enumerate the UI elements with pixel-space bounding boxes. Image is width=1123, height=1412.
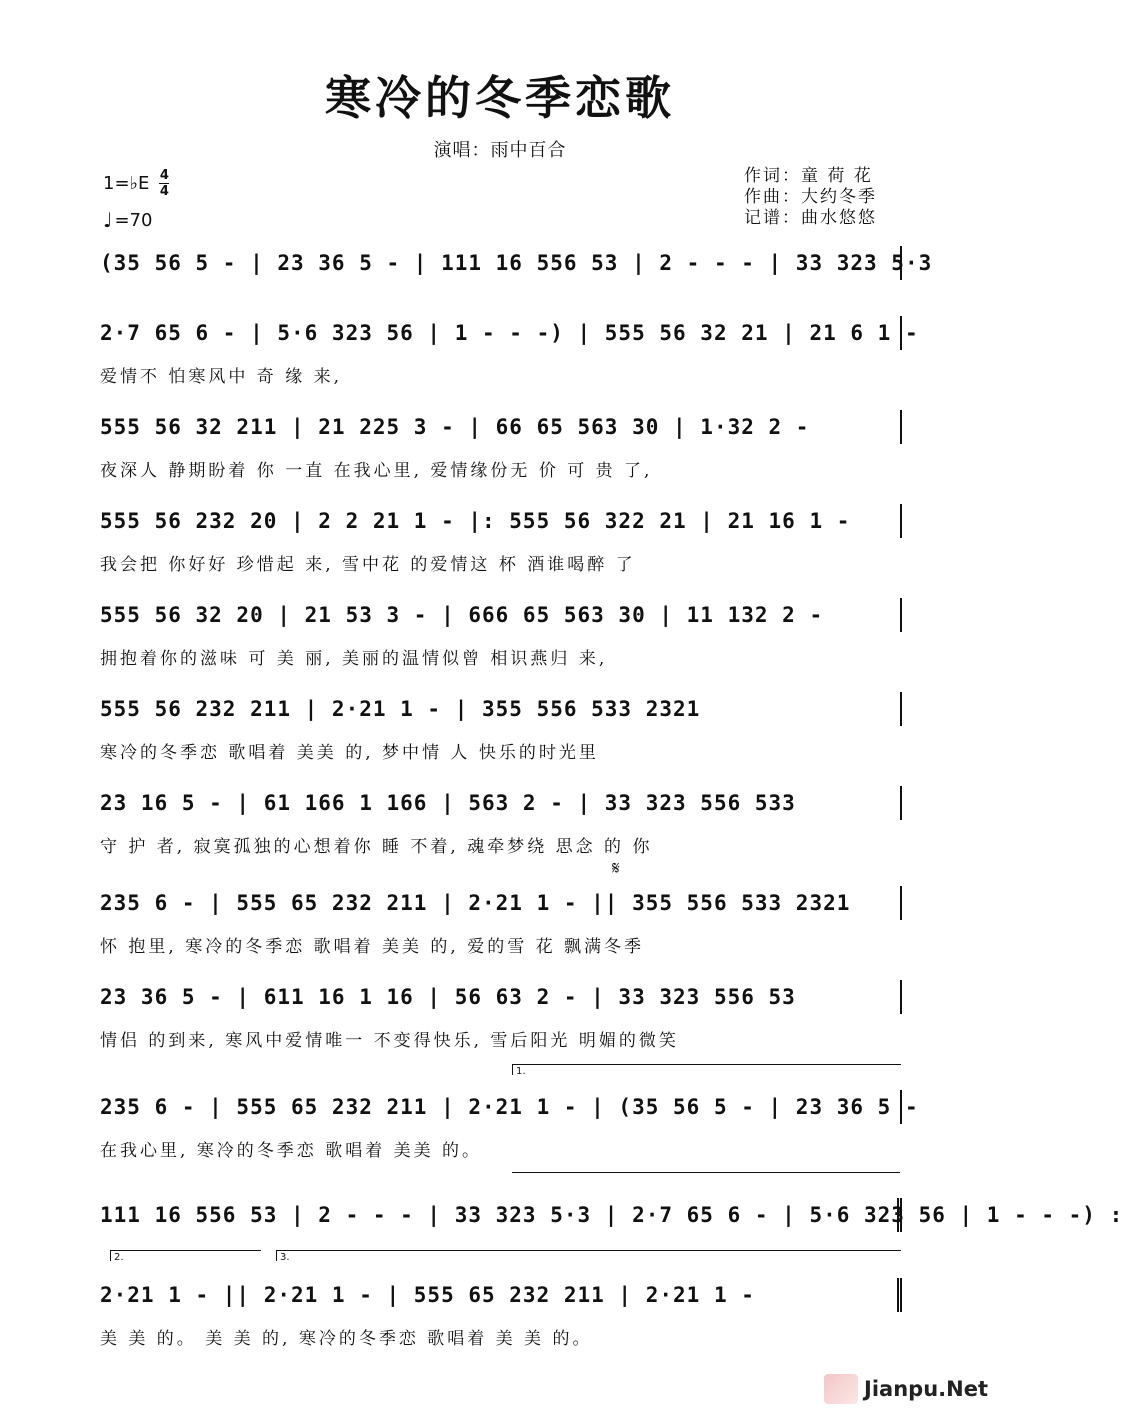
score-system-8 bbox=[100, 886, 902, 958]
singer-line: 演唱：雨中百合 bbox=[433, 140, 567, 161]
notation-line: 111 16 556 53 | 2 - - - | 33 323 5·3 | 2·7 65 6 - | 5·6 323 56 | 1 - - -) : bbox=[100, 1198, 902, 1232]
segno-icon: 𝄋 bbox=[612, 858, 620, 879]
notation-line: 2·7 65 6 - | 5·6 323 56 | 1 - - -) | 555 56 32 21 | 21 6 1 - bbox=[100, 316, 902, 350]
lyrics-line: 怀 抱里, 寒冷的冬季恋 歌唱着 美美 的, 爱的雪 花 飘满冬季 bbox=[100, 937, 645, 957]
lyrics-line: 守 护 者, 寂寞孤独的心想着你 睡 不着, 魂牵梦绕 思念 的 你 bbox=[100, 837, 653, 857]
score-system-9 bbox=[100, 980, 902, 1052]
notation-line: 235 6 - | 555 65 232 211 | 2·21 1 - || 355 556 533 2321 bbox=[100, 886, 902, 920]
volta-label-2: 2. bbox=[114, 1252, 124, 1263]
notation-line: (35 56 5 - | 23 36 5 - | 111 16 556 53 | 2 - - - | 33 323 5·3 bbox=[100, 246, 902, 280]
lyrics-line: 拥抱着你的滋味 可 美 丽, 美丽的温情似曾 相识燕归 来, bbox=[100, 649, 608, 669]
watermark bbox=[824, 1374, 988, 1404]
notation-line: 555 56 232 211 | 2·21 1 - | 355 556 533 2321 bbox=[100, 692, 902, 726]
lyrics-line: 在我心里, 寒冷的冬季恋 歌唱着 美美 的。 bbox=[100, 1141, 483, 1161]
score-system-2 bbox=[100, 316, 919, 388]
page-title: 寒冷的冬季恋歌 bbox=[325, 71, 675, 125]
volta-bracket-2 bbox=[110, 1250, 261, 1261]
lyrics-line: 爱情不 怕寒风中 奇 缘 来, bbox=[100, 367, 343, 387]
score-system-12 bbox=[100, 1278, 902, 1350]
score-system-1 bbox=[100, 246, 933, 318]
lyricist-credit: 作词：童 荷 花 bbox=[744, 166, 873, 186]
notation-line: 235 6 - | 555 65 232 211 | 2·21 1 - | (35 56 5 - | 23 36 5 - bbox=[100, 1090, 902, 1124]
lyrics-line: 我会把 你好好 珍惜起 来, 雪中花 的爱情这 杯 酒谁喝醉 了 bbox=[100, 555, 636, 575]
key-signature: 1=♭E bbox=[103, 172, 150, 194]
notation-line: 23 16 5 - | 61 166 1 166 | 563 2 - | 33 323 556 533 bbox=[100, 786, 902, 820]
score-system-6 bbox=[100, 692, 902, 764]
score-system-7 bbox=[100, 786, 902, 858]
notation-line: 23 36 5 - | 611 16 1 16 | 56 63 2 - | 33 323 556 53 bbox=[100, 980, 902, 1014]
time-signature-bottom: 4 bbox=[159, 183, 169, 199]
notation-line: 555 56 232 20 | 2 2 21 1 - |: 555 56 322 21 | 21 16 1 - bbox=[100, 504, 902, 538]
composer-credit: 作曲：大约冬季 bbox=[744, 187, 877, 207]
volta-bracket-1 bbox=[512, 1064, 901, 1075]
transcriber-credit: 记谱：曲水悠悠 bbox=[744, 208, 877, 228]
volta-bracket-3 bbox=[276, 1250, 901, 1261]
lyrics-line: 夜深人 静期盼着 你 一直 在我心里, 爱情缘份无 价 可 贵 了, bbox=[100, 461, 653, 481]
score-system-4 bbox=[100, 504, 902, 576]
lyrics-line: 情侣 的到来, 寒风中爱情唯一 不变得快乐, 雪后阳光 明媚的微笑 bbox=[100, 1031, 679, 1051]
lyrics-line: 美 美 的。 美 美 的, 寒冷的冬季恋 歌唱着 美 美 的。 bbox=[100, 1329, 593, 1349]
lyrics-line bbox=[100, 292, 902, 318]
notation-line: 555 56 32 211 | 21 225 3 - | 66 65 563 30 | 1·32 2 - bbox=[100, 410, 902, 444]
score-system-10 bbox=[100, 1090, 919, 1162]
score-system-5 bbox=[100, 598, 902, 670]
lyrics-line: 寒冷的冬季恋 歌唱着 美美 的, 梦中情 人 快乐的时光里 bbox=[100, 743, 599, 763]
score-system-3 bbox=[100, 410, 902, 482]
volta-continuation bbox=[512, 1172, 900, 1173]
site-logo-icon bbox=[824, 1374, 858, 1404]
volta-label-3: 3. bbox=[280, 1252, 290, 1263]
notation-line: 555 56 32 20 | 21 53 3 - | 666 65 563 30 | 11 132 2 - bbox=[100, 598, 902, 632]
volta-label-1: 1. bbox=[516, 1066, 526, 1077]
watermark-text: Jianpu.Net bbox=[864, 1377, 988, 1401]
tempo-value: =70 bbox=[114, 209, 153, 231]
notation-line: 2·21 1 - || 2·21 1 - | 555 65 232 211 | 2·21 1 - bbox=[100, 1278, 902, 1312]
quarter-note-icon: ♩ bbox=[103, 208, 113, 232]
time-signature-top: 4 bbox=[159, 167, 169, 183]
